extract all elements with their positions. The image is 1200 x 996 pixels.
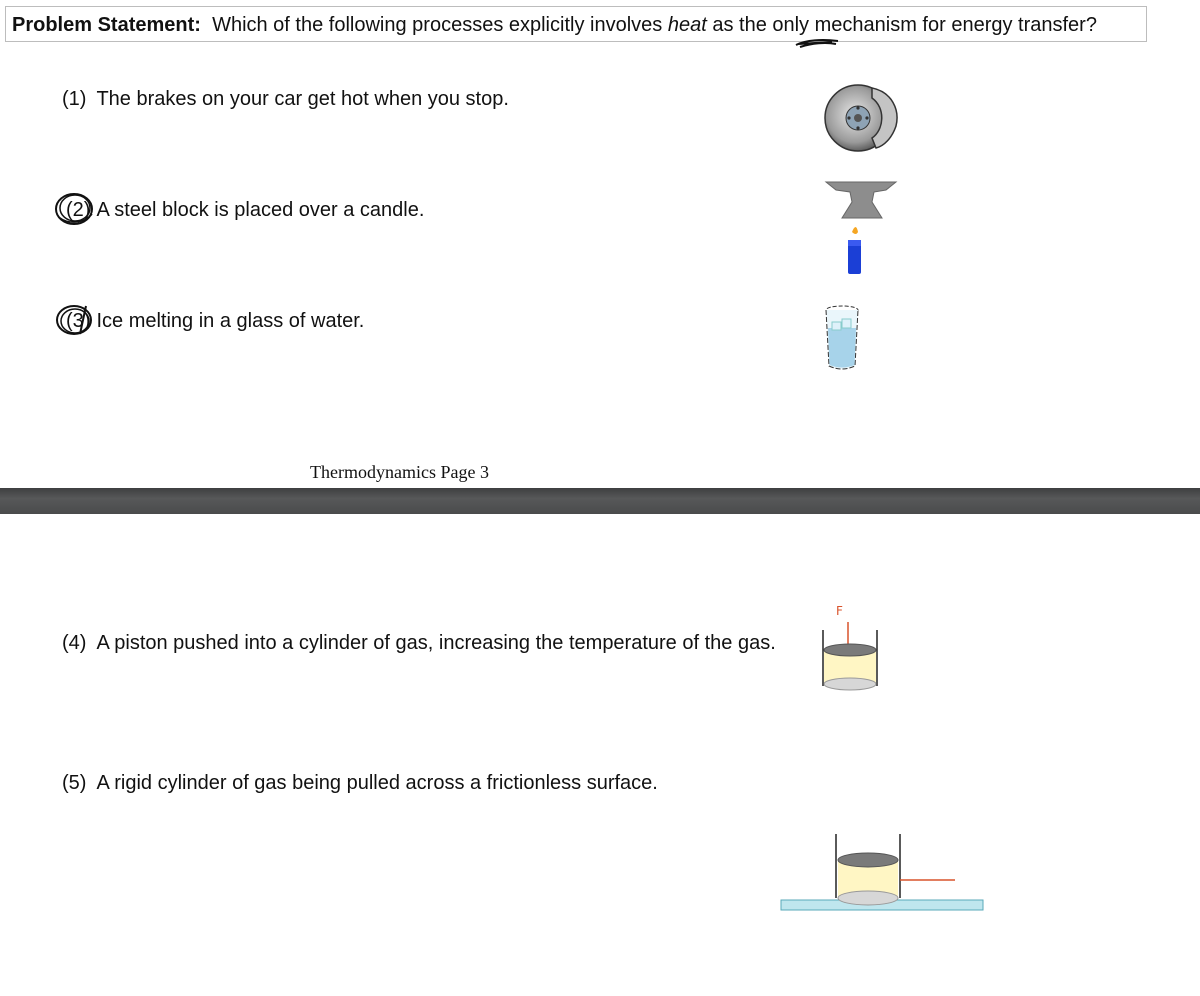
question-1-text: The brakes on your car get hot when you stop. [96,88,509,110]
force-label: F [836,604,843,618]
question-5-number: (5) [62,772,87,794]
question-3-number: (3) [66,310,91,332]
ice-glass-icon [822,302,862,374]
question-5 [62,771,658,795]
question-2 [66,198,424,222]
question-2-number: (2) [66,199,91,221]
brake-disc-icon [822,80,902,156]
question-4 [62,631,776,655]
problem-emphasis: heat [667,14,707,36]
question-5-text: A rigid cylinder of gas being pulled across a frictionless surface. [96,772,658,794]
problem-statement [5,6,1147,42]
question-3 [66,309,364,333]
page-footer: Thermodynamics Page 3 [310,462,489,482]
question-1-number: (1) [62,88,87,110]
page-divider [0,488,1200,514]
question-4-number: (4) [62,632,87,654]
question-2-text: A steel block is placed over a candle. [96,199,425,221]
question-4-text: A piston pushed into a cylinder of gas, increasing the temperature of the gas. [96,632,776,654]
problem-label: Problem Statement: [12,14,201,36]
problem-text-after: as the only mechanism for energy transfer? [712,14,1097,36]
pulled-cylinder-icon [778,830,988,914]
piston-cylinder-icon [820,600,880,692]
question-1 [62,87,509,111]
pen-scribble-mark [792,36,844,50]
problem-text-before: Which of the following processes explicitly involves [212,14,663,36]
question-3-text: Ice melting in a glass of water. [96,310,365,332]
anvil-candle-icon [822,178,902,278]
